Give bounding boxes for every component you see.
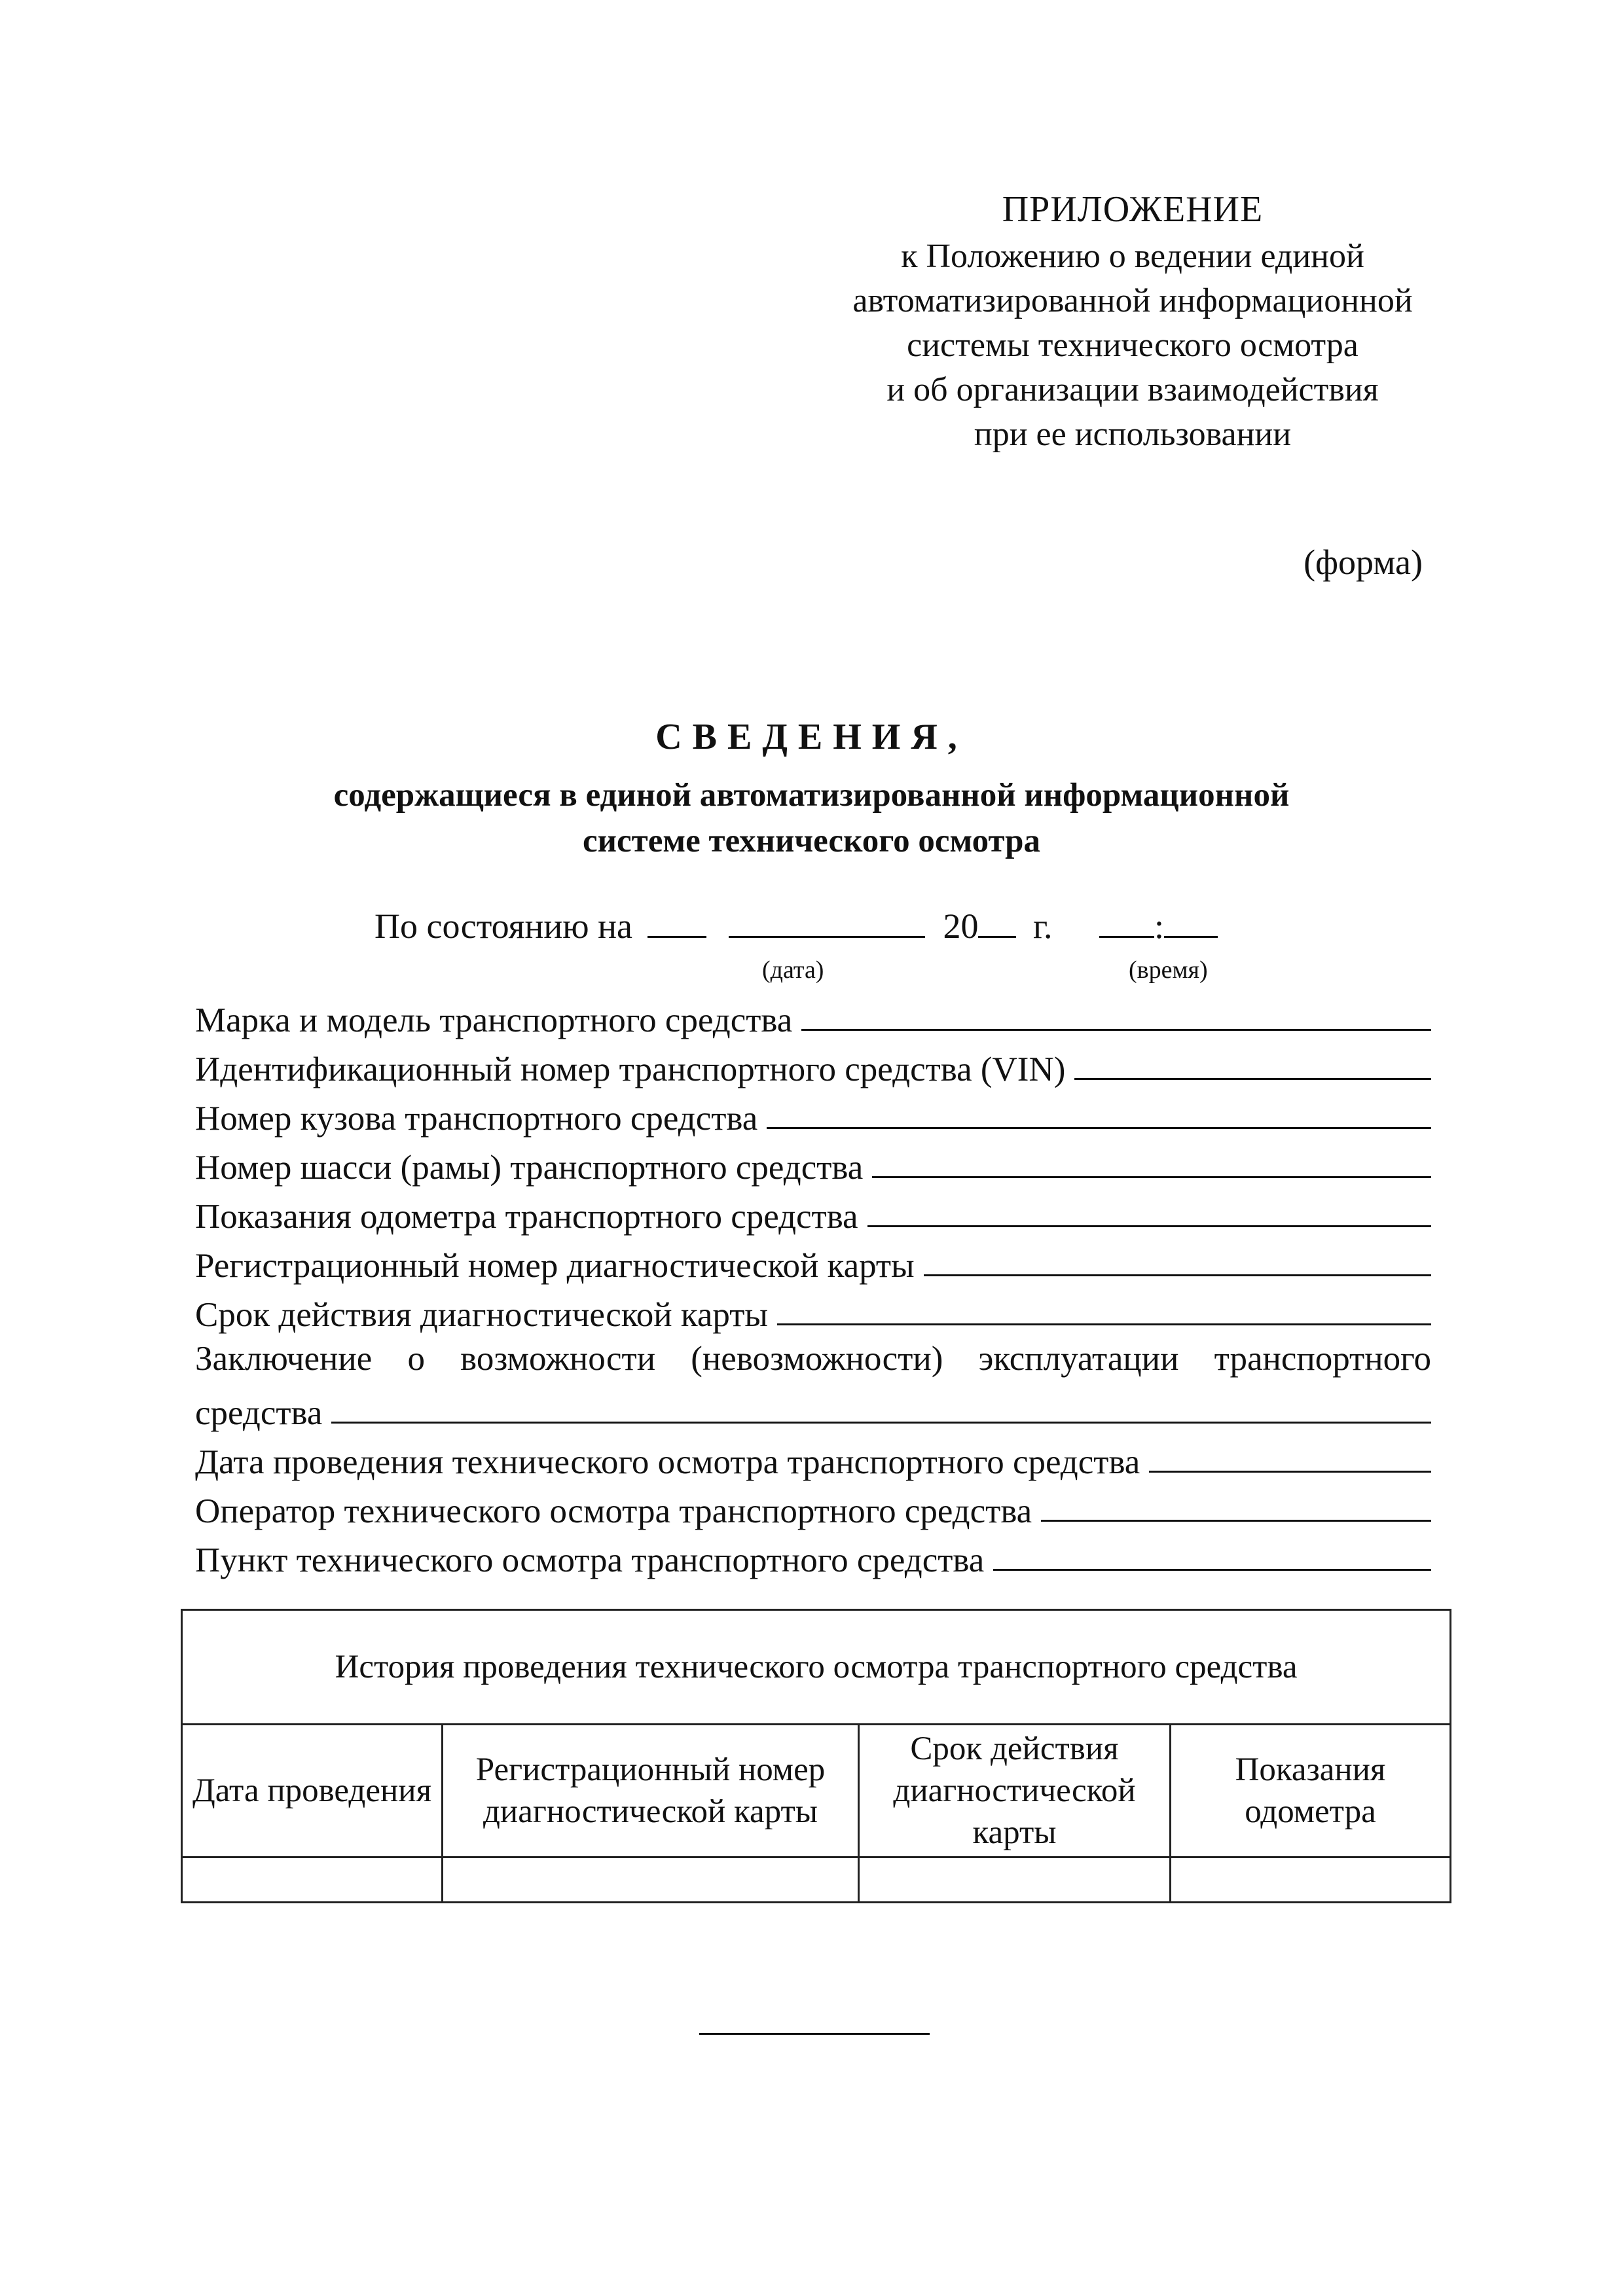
year-prefix: 20 [943, 906, 979, 946]
table-caption: История проведения технического осмотра транспортного средства [182, 1610, 1451, 1725]
appendix-line: и об организации взаимодействия [886, 371, 1379, 408]
form-label: (форма) [1304, 543, 1423, 582]
year-suffix: г. [1032, 906, 1053, 946]
column-header: Срок действия диагностической карты [859, 1725, 1171, 1857]
field-vehicle-model [195, 991, 1431, 1040]
field-label: Пункт технического осмотра транспортного средства [195, 1541, 985, 1579]
field-label: Номер кузова транспортного средства [195, 1100, 758, 1138]
inspection-history-table [181, 1609, 1451, 1903]
field-label: Марка и модель транспортного средства [195, 1001, 793, 1039]
day-blank[interactable] [647, 901, 706, 938]
field-inspection-operator [195, 1482, 1431, 1531]
date-caption: (дата) [762, 956, 824, 984]
field-blank[interactable] [867, 1225, 1431, 1227]
field-diagnostic-card-number [195, 1236, 1431, 1285]
field-conclusion [195, 1384, 1431, 1433]
field-blank[interactable] [1074, 1078, 1431, 1080]
column-header: Дата проведения [182, 1725, 443, 1857]
table-cell[interactable] [443, 1857, 859, 1903]
field-label: Дата проведения технического осмотра транспортного средства [195, 1443, 1140, 1481]
field-inspection-point [195, 1531, 1431, 1580]
field-blank[interactable] [993, 1569, 1431, 1571]
as-of-label: По состоянию на [374, 906, 632, 946]
table-cell[interactable] [859, 1857, 1171, 1903]
appendix-line: к Положению о ведении единой [901, 238, 1364, 275]
field-blank[interactable] [767, 1127, 1431, 1129]
year-blank[interactable] [978, 901, 1016, 938]
table-cell[interactable] [182, 1857, 443, 1903]
field-label: Номер шасси (рамы) транспортного средства [195, 1149, 864, 1187]
time-caption: (время) [1129, 956, 1208, 984]
field-label: Показания одометра транспортного средства [195, 1198, 858, 1236]
column-header: Регистрационный номер диагностической карты [443, 1725, 859, 1857]
info-fields [195, 991, 1431, 1580]
field-inspection-date [195, 1433, 1431, 1482]
field-blank[interactable] [924, 1274, 1431, 1276]
appendix-line: автоматизированной информационной [852, 282, 1413, 319]
field-label: Идентификационный номер транспортного средства (VIN) [195, 1050, 1066, 1088]
time-separator: : [1154, 906, 1165, 946]
table-row [182, 1857, 1451, 1903]
field-label: Оператор технического осмотра транспортного средства [195, 1492, 1032, 1530]
as-of-line [374, 901, 1218, 949]
subtitle-line: содержащиеся в единой автоматизированной информационной [333, 777, 1290, 814]
field-chassis-number [195, 1138, 1431, 1187]
field-diagnostic-card-validity [195, 1285, 1431, 1335]
field-label: Регистрационный номер диагностической карты [195, 1247, 915, 1285]
field-blank[interactable] [801, 1029, 1431, 1031]
field-body-number [195, 1089, 1431, 1138]
field-blank[interactable] [777, 1323, 1431, 1325]
field-blank[interactable] [872, 1176, 1431, 1178]
minute-blank[interactable] [1164, 901, 1218, 938]
field-label: средства [195, 1394, 323, 1432]
field-blank[interactable] [1149, 1471, 1431, 1473]
field-label: Срок действия диагностической карты [195, 1296, 768, 1334]
month-blank[interactable] [729, 901, 925, 938]
field-blank[interactable] [1041, 1520, 1431, 1522]
field-vin [195, 1040, 1431, 1089]
conclusion-line-1: Заключение о возможности (невозможности) эксплуатации транспортного [195, 1340, 1431, 1378]
column-header: Показания одометра [1171, 1725, 1451, 1857]
end-divider [699, 2033, 930, 2035]
table-cell[interactable] [1171, 1857, 1451, 1903]
appendix-line: системы технического осмотра [907, 327, 1359, 364]
hour-blank[interactable] [1099, 901, 1154, 938]
appendix-header [766, 185, 1499, 457]
subtitle-line: системе технического осмотра [583, 823, 1040, 859]
appendix-line: при ее использовании [974, 416, 1292, 453]
field-odometer [195, 1187, 1431, 1236]
appendix-title: ПРИЛОЖЕНИЕ [1002, 189, 1264, 230]
document-subtitle [0, 772, 1623, 864]
document-title: СВЕДЕНИЯ, [655, 717, 968, 757]
field-blank[interactable] [331, 1422, 1431, 1424]
